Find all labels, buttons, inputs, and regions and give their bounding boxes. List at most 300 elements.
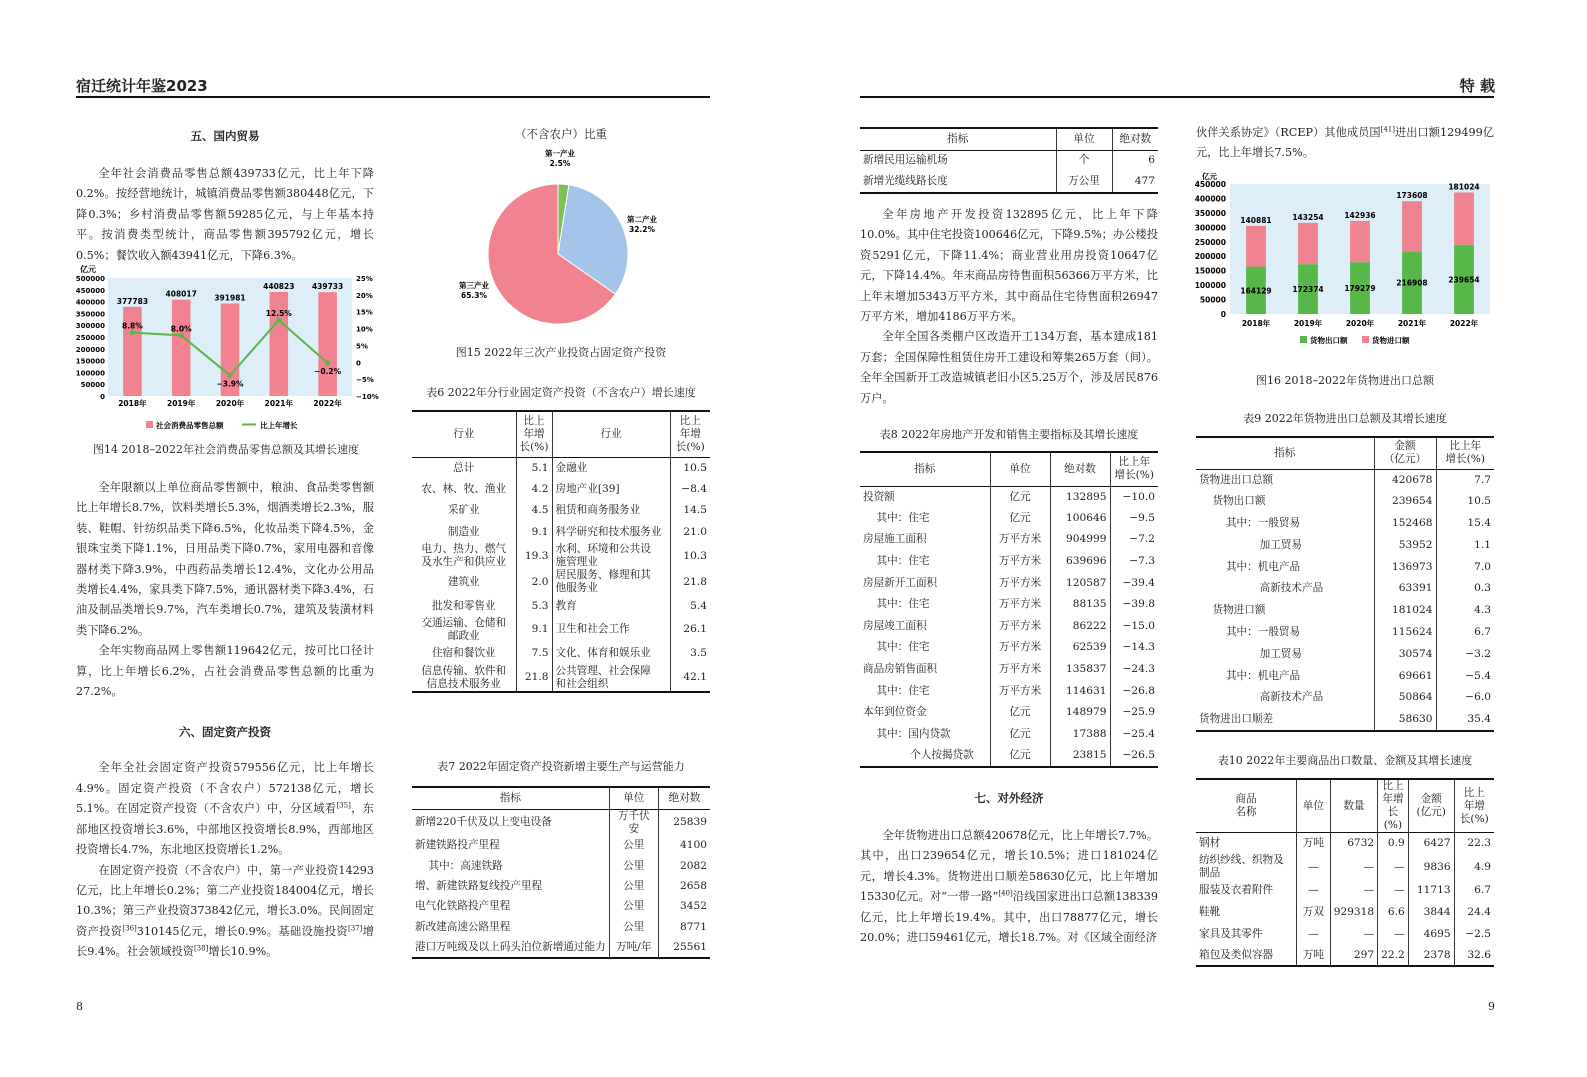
legend-label: 社会消费品零售总额 — [156, 421, 224, 430]
bar-value-label: 377783 — [116, 296, 149, 306]
bar-value-label: 391981 — [214, 293, 246, 303]
growth-label: −0.2% — [314, 366, 342, 376]
y-tick: 50000 — [1199, 295, 1226, 305]
column-header: 指标 — [860, 128, 1056, 150]
table-header-row — [1196, 779, 1494, 833]
table-cell: 纺织纱线、织物及制品 — [1196, 854, 1297, 880]
table-cell: −39.4 — [1122, 576, 1155, 589]
table-cell: 86222 — [1050, 616, 1110, 638]
table-row — [412, 595, 710, 617]
growth-label: −3.9% — [216, 379, 244, 389]
column-header: 指标 — [860, 452, 990, 486]
bar-import — [1350, 221, 1370, 262]
table-cell: 10.5 — [1467, 495, 1491, 508]
table-cell: 公里 — [609, 876, 658, 896]
table-cell: 477 — [1134, 175, 1155, 188]
table-cell: −8.4 — [681, 482, 707, 495]
paragraph: 在固定资产投资（不含农户）中，第一产业投资14293亿元，比上年增长0.2%；第二产业投资184004亿元，增长10.3%；第三产业投资373842亿元，增长3.0%。民间固定资产投资[36]310145亿元，增长0.9%。基础设施投资[37]增长9.4%。社会领域投资[38]增长10.9%。 — [76, 863, 374, 959]
y-tick-left: 500000 — [75, 275, 105, 283]
y-tick: 250000 — [1194, 237, 1226, 247]
page-number-right: 9 — [1488, 1000, 1495, 1013]
table-cell: 25839 — [673, 816, 707, 828]
legend-label: 比上年增长 — [260, 421, 298, 430]
table-cell: −39.8 — [1122, 598, 1155, 611]
table-cell: 万平方米 — [990, 616, 1050, 638]
table-row — [860, 572, 1158, 594]
table-cell: 货物进出口总额 — [1196, 469, 1374, 491]
table-cell: −25.9 — [1122, 706, 1155, 719]
table-cell: 929318 — [1330, 902, 1377, 924]
table6-title: 表6 2022年分行业固定资产投资（不含农户）增长速度 — [426, 386, 696, 399]
table-cell: 其中：一般贸易 — [1196, 513, 1374, 535]
table-cell: 房屋新开工面积 — [860, 572, 990, 594]
column-header: 指标 — [1196, 437, 1374, 469]
table-cell: 22.3 — [1467, 837, 1491, 850]
x-tick: 2019年 — [1293, 319, 1323, 328]
table-cell: 其中：机电产品 — [1196, 556, 1374, 578]
paragraph: 全年房地产开发投资132895亿元，比上年下降10.0%。其中住宅投资100646亿元，下降9.5%；办公楼投资5291亿元，下降11.4%；商业营业用房投资10647亿元，下降14.4%。年末商品房待售面积56366万平方米，比上年末增加5343万平方米，其中商品住宅待售面积26947万平方米，增加4186万平方米。 — [860, 208, 1158, 324]
legend — [1300, 335, 1410, 345]
import-value-label: 181024 — [1448, 182, 1480, 192]
table-cell: 万平方米 — [990, 572, 1050, 594]
column-header: 金额 (亿元) — [1408, 779, 1454, 833]
table-row — [1196, 945, 1494, 967]
table-cell: 10.3 — [683, 549, 707, 562]
table-row — [860, 616, 1158, 638]
y-tick: 150000 — [1194, 266, 1226, 276]
table-cell: 8771 — [680, 920, 707, 933]
legend-swatch — [146, 421, 153, 428]
table-cell: 135837 — [1050, 659, 1110, 681]
table7-title: 表7 2022年固定资产投资新增主要生产与运营能力 — [437, 760, 685, 773]
import-value-label: 173608 — [1396, 191, 1428, 201]
table-cell: 高新技术产品 — [1196, 687, 1374, 709]
table10 — [1196, 778, 1494, 967]
y-tick-right: 5% — [356, 342, 368, 351]
table-cell: 万公里 — [1056, 171, 1112, 192]
x-tick: 2020年 — [1345, 319, 1375, 328]
table-row — [1196, 469, 1494, 491]
column-header: 行业 — [412, 411, 516, 457]
table-cell: 万平方米 — [990, 680, 1050, 702]
column-header: 数量 — [1330, 779, 1377, 833]
table9 — [1196, 436, 1494, 732]
table7-continued — [860, 127, 1158, 194]
table-cell: −15.0 — [1122, 619, 1155, 632]
growth-point — [130, 330, 135, 335]
table-row — [1196, 687, 1494, 709]
table-row — [412, 917, 710, 937]
section-heading-foreign-trade: 七、对外经济 — [974, 791, 1044, 805]
table-cell: 23815 — [1050, 745, 1110, 767]
fig16-caption: 图16 2018–2022年货物进出口总额 — [1256, 374, 1434, 387]
table-cell: −14.3 — [1122, 641, 1155, 654]
table-cell: 亿元 — [990, 486, 1050, 508]
bar-import — [1246, 226, 1266, 267]
table-cell: 120587 — [1050, 572, 1110, 594]
growth-label: 12.5% — [265, 309, 292, 319]
table-row — [1196, 600, 1494, 622]
bar-import — [1454, 192, 1474, 244]
section-heading-trade: 五、国内贸易 — [190, 129, 260, 143]
y-tick: 0 — [1220, 310, 1226, 319]
table-cell: 租赁和商务服务业 — [552, 500, 670, 522]
legend-swatch — [1300, 336, 1307, 343]
table-cell: 其中：住宅 — [860, 594, 990, 616]
table-cell: 4.3 — [1474, 604, 1491, 617]
investment-pie-chart — [412, 142, 710, 338]
table-cell: 35.4 — [1467, 712, 1491, 725]
table-cell: 3.5 — [690, 647, 707, 660]
table-cell: 其中：高速铁路 — [412, 856, 609, 876]
table-cell: 6 — [1148, 154, 1155, 167]
table-cell: 电气化铁路投产里程 — [412, 897, 609, 917]
export-value-label: 172374 — [1292, 285, 1324, 295]
pie-value: 32.2% — [628, 225, 656, 234]
paragraph: 全年货物进出口总额420678亿元，比上年增长7.7%。其中，出口239654亿元，增长10.5%；进口181024亿元，增长4.3%。货物进出口顺差58630亿元，比上年增加15330亿元。对“一带一路”[40]沿线国家进出口总额138339亿元，比上年增长19.4%。其中，出口78877亿元，增长20.0%；进口59461亿元，增长18.7%。对《区域全面经济 — [860, 829, 1158, 945]
table-cell: 商品房销售面积 — [860, 659, 990, 681]
y-tick: 300000 — [1194, 223, 1226, 233]
table-cell: 639696 — [1050, 551, 1110, 573]
paragraph: 全年全社会固定资产投资579556亿元，比上年增长4.9%。固定资产投资（不含农户）572138亿元，增长5.1%。在固定资产投资（不含农户）中，分区域看[35]，东部地区投资增长3.6%，中部地区投资增长8.9%，西部地区投资增长4.7%，东北地区投资增长1.2%。 — [76, 761, 374, 857]
growth-label: 8.0% — [170, 324, 192, 334]
x-tick: 2019年 — [167, 399, 196, 408]
table-cell: 钢材 — [1196, 833, 1297, 855]
table-cell: 4.2 — [516, 479, 552, 501]
table-cell: 新改建高速公路里程 — [412, 917, 609, 937]
fig15-caption: 图15 2022年三次产业投资占固定资产投资 — [455, 346, 667, 359]
growth-point — [179, 333, 184, 338]
retail-sales-chart — [75, 262, 379, 432]
column-header: 单位 — [1297, 779, 1331, 833]
table-cell: 4.5 — [516, 500, 552, 522]
table-row — [1196, 491, 1494, 513]
table-cell: −24.3 — [1122, 663, 1155, 676]
table-row — [412, 856, 710, 876]
column-header: 金额 （亿元） — [1374, 437, 1436, 469]
growth-point — [276, 318, 281, 323]
table-row — [412, 937, 710, 957]
table8 — [860, 451, 1158, 768]
table-cell: 9.1 — [516, 617, 552, 643]
bar — [318, 292, 337, 396]
table-cell: 132895 — [1050, 486, 1110, 508]
table-row — [412, 543, 710, 569]
table-cell: 加工贸易 — [1196, 534, 1374, 556]
table-cell: 卫生和社会工作 — [552, 617, 670, 643]
table-cell: — — [1330, 880, 1377, 902]
table-cell: 箱包及类似容器 — [1196, 945, 1297, 967]
table-header-row — [412, 411, 710, 457]
table-cell: 2378 — [1408, 945, 1454, 967]
table-cell: — — [1378, 854, 1409, 880]
y-tick-left: 100000 — [75, 369, 105, 378]
table-cell: 63391 — [1374, 578, 1436, 600]
table-cell: 26.1 — [683, 623, 707, 636]
table-cell: 金融业 — [552, 457, 670, 479]
y-tick-left: 150000 — [75, 357, 105, 366]
table-cell: 本年到位资金 — [860, 702, 990, 724]
column-header: 绝对数 — [1050, 452, 1110, 486]
column-3 — [860, 205, 1158, 409]
table-cell: 公里 — [609, 897, 658, 917]
table-cell: 建筑业 — [412, 569, 516, 595]
table-row — [1196, 643, 1494, 665]
table-cell: 居民服务、修理和其 他服务业 — [552, 569, 670, 595]
yearbook-title: 宿迁统计年鉴2023 — [76, 77, 208, 95]
table-cell: 21.8 — [683, 575, 707, 588]
fig15-subtitle: （不含农户）比重 — [515, 127, 607, 141]
import-value-label: 142936 — [1344, 210, 1376, 220]
export-value-label: 216908 — [1396, 278, 1428, 288]
table-cell: 水利、环境和公共设 施管理业 — [552, 543, 670, 569]
export-value-label: 164129 — [1240, 286, 1272, 296]
table-cell: −3.2 — [1465, 647, 1491, 660]
export-value-label: 239654 — [1448, 275, 1480, 285]
table-cell: 万吨 — [1297, 833, 1331, 855]
legend — [146, 420, 298, 430]
y-tick-left: 200000 — [75, 345, 105, 354]
table-cell: 采矿业 — [412, 500, 516, 522]
table-cell: 家具及其零件 — [1196, 923, 1297, 945]
bar — [123, 307, 142, 396]
growth-label: 8.8% — [121, 321, 143, 331]
growth-point — [227, 373, 232, 378]
column-header: 比上 年增 长(%) — [1459, 786, 1489, 825]
table-row — [860, 171, 1158, 192]
column-1 — [76, 126, 374, 266]
table-cell: 7.7 — [1474, 473, 1491, 486]
table-row — [412, 643, 710, 665]
x-tick: 2022年 — [1449, 319, 1479, 328]
y-tick-right: −10% — [356, 393, 379, 401]
table-row — [1196, 534, 1494, 556]
x-tick: 2021年 — [264, 399, 293, 408]
table-row — [860, 594, 1158, 616]
table-cell: 24.4 — [1467, 905, 1491, 918]
table-cell: 新增光缆线路长度 — [860, 171, 1056, 192]
table-cell: 信息传输、软件和 信息技术服务业 — [412, 665, 516, 692]
paragraph: 伙伴关系协定》（RCEP）其他成员国[41]进出口额129499亿元，比上年增长7.5%。 — [1196, 125, 1494, 160]
table-cell: 115624 — [1374, 622, 1436, 644]
bar-import — [1298, 223, 1318, 264]
table-cell: 万平方米 — [990, 529, 1050, 551]
header-rule-right — [860, 96, 1494, 98]
table-cell: 万吨 — [1297, 945, 1331, 967]
table-cell: 批发和零售业 — [412, 595, 516, 617]
table7 — [412, 786, 710, 959]
column-header: 行业 — [552, 411, 670, 457]
paragraph: 全年全国各类棚户区改造开工134万套，基本建成181万套；全国保障性租赁住房开工建设和筹集265万套（间）。全年全国新开工改造城镇老旧小区5.25万个，涉及居民876万户。 — [860, 330, 1158, 405]
table-cell: −9.5 — [1129, 511, 1155, 524]
table-cell: 加工贸易 — [1196, 643, 1374, 665]
table-cell: −10.0 — [1122, 490, 1155, 503]
pie-label: 第一产业 — [545, 149, 575, 158]
table-cell: 53952 — [1374, 534, 1436, 556]
table-cell: 42.1 — [683, 671, 707, 684]
table-header-row — [412, 787, 710, 809]
table-row — [1196, 622, 1494, 644]
table-cell: 11713 — [1408, 880, 1454, 902]
table-cell: — — [1378, 923, 1409, 945]
table-cell: 297 — [1330, 945, 1377, 967]
table-cell: 科学研究和技术服务业 — [552, 522, 670, 544]
table-row — [860, 724, 1158, 746]
y-tick-left: 300000 — [75, 322, 105, 331]
table-row — [860, 508, 1158, 530]
bar-value-label: 440823 — [263, 281, 295, 291]
table-cell: 239654 — [1374, 491, 1436, 513]
pie-label: 第二产业 — [627, 215, 657, 224]
table-cell: 货物进出口顺差 — [1196, 709, 1374, 731]
y-tick-left: 50000 — [80, 381, 105, 390]
table-cell: 港口万吨级及以上码头泊位新增通过能力 — [412, 937, 609, 957]
table-cell: 个人按揭贷款 — [860, 745, 990, 767]
table-row — [1196, 902, 1494, 924]
y-tick-left: 0 — [100, 393, 105, 401]
table-cell: 亿元 — [990, 745, 1050, 767]
table-row — [412, 522, 710, 544]
table-cell: 21.0 — [683, 526, 707, 539]
table-cell: 万平方米 — [990, 594, 1050, 616]
y-tick-left: 250000 — [75, 334, 105, 342]
table-cell: 其中：住宅 — [860, 680, 990, 702]
table-cell: −6.0 — [1465, 691, 1491, 704]
table-header-row — [1196, 437, 1494, 469]
table-cell: 181024 — [1374, 600, 1436, 622]
x-tick: 2018年 — [118, 399, 147, 408]
table-row — [412, 836, 710, 856]
table-cell: 2.0 — [516, 569, 552, 595]
table-row — [412, 897, 710, 917]
table-cell: 高新技术产品 — [1196, 578, 1374, 600]
table-cell: 7.5 — [516, 643, 552, 665]
table-cell: — — [1330, 854, 1377, 880]
y-tick-left: 350000 — [75, 310, 105, 319]
table-cell: 亿元 — [990, 702, 1050, 724]
table-cell: 公共管理、社会保障 和社会组织 — [552, 665, 670, 692]
table-cell: 公里 — [609, 836, 658, 856]
table-cell: 32.6 — [1467, 948, 1491, 961]
table-cell: 50864 — [1374, 687, 1436, 709]
column-4 — [1196, 123, 1494, 164]
table10-title: 表10 2022年主要商品出口数量、金额及其增长速度 — [1217, 754, 1473, 767]
column-header: 比上年 增长(%) — [1114, 456, 1155, 482]
table9-title: 表9 2022年货物进出口总额及其增长速度 — [1243, 412, 1447, 425]
page-number-left: 8 — [76, 1000, 83, 1013]
table-cell: 2082 — [680, 859, 707, 872]
table-cell: 9.1 — [516, 522, 552, 544]
table-cell: 6.7 — [1474, 625, 1491, 638]
column-header: 指标 — [412, 787, 609, 809]
table-cell: 5.4 — [690, 599, 707, 612]
y-tick-right: 10% — [356, 325, 373, 334]
y-tick: 350000 — [1194, 208, 1226, 218]
bar-value-label: 408017 — [165, 289, 197, 299]
table-cell: 电力、热力、燃气 及水生产和供应业 — [412, 543, 516, 569]
table-cell: 其中：机电产品 — [1196, 665, 1374, 687]
table-cell: 公里 — [609, 856, 658, 876]
table-cell: 148979 — [1050, 702, 1110, 724]
table-cell: 25561 — [673, 940, 707, 953]
table-cell: — — [1378, 880, 1409, 902]
y-tick-right: 15% — [356, 308, 373, 317]
x-tick: 2018年 — [1241, 319, 1271, 328]
column-header: 单位 — [1056, 128, 1112, 150]
y-tick: 200000 — [1194, 252, 1226, 262]
table-cell: 4695 — [1408, 923, 1454, 945]
table-cell: 9836 — [1408, 854, 1454, 880]
table6 — [412, 410, 710, 693]
bar-import — [1402, 201, 1422, 251]
table-cell: 制造业 — [412, 522, 516, 544]
table-cell: 1.1 — [1474, 538, 1491, 551]
table-cell: 22.2 — [1378, 945, 1409, 967]
table-cell: 2658 — [680, 879, 707, 892]
table-cell: 3844 — [1408, 902, 1454, 924]
table-row — [860, 745, 1158, 767]
table-cell: 万平方米 — [990, 659, 1050, 681]
table-cell: — — [1297, 854, 1331, 880]
table-cell: 0.3 — [1474, 582, 1491, 595]
table-row — [860, 150, 1158, 171]
table-cell: 其中：住宅 — [860, 508, 990, 530]
table-cell: 房屋施工面积 — [860, 529, 990, 551]
column-header: 商品 名称 — [1196, 779, 1297, 833]
table-cell: 5.3 — [516, 595, 552, 617]
column-header: 比上 年增 长(%) — [516, 411, 552, 457]
y-tick-right: −5% — [356, 376, 374, 385]
table-cell: −7.2 — [1129, 533, 1155, 546]
paragraph: 全年实物商品网上零售额119642亿元，按可比口径计算，比上年增长6.2%，占社会消费品零售总额的比重为27.2%。 — [76, 644, 374, 699]
table-row — [860, 659, 1158, 681]
paragraph: 全年限额以上单位商品零售额中，粮油、食品类零售额比上年增长8.7%，饮料类增长5.3%，烟酒类增长2.3%，服装、鞋帽、针纺织品类下降6.5%，化妆品类下降4.5%，金银珠宝类下降1.1%，日用品类下降0.7%，家用电器和音像器材类下降3.9%，中西药品类增长12.4%，文化办公用品类增长4.4%，家具类下降7.5%，通讯器材类下降3.4%，石油及制品类增长9.7%，汽车类增长0.7%，建筑及装潢材料类下降6.2%。 — [76, 481, 374, 637]
legend-label: 货物出口额 — [1310, 336, 1348, 345]
table-row — [412, 500, 710, 522]
table-cell: 14.5 — [683, 504, 707, 517]
table-cell: 62539 — [1050, 637, 1110, 659]
table-cell: 个 — [1056, 150, 1112, 171]
y-tick-left: 450000 — [75, 286, 105, 295]
table-cell: 万平方米 — [990, 637, 1050, 659]
column-header: 比上年 增长(%) — [1445, 440, 1486, 466]
x-tick: 2020年 — [215, 399, 245, 408]
trade-stacked-bar-chart — [1196, 170, 1494, 350]
table-cell: 152468 — [1374, 513, 1436, 535]
y-tick-right: 20% — [356, 291, 373, 300]
table-cell: 增、新建铁路复线投产里程 — [412, 876, 609, 896]
table-row — [860, 702, 1158, 724]
y-tick-right: 0 — [356, 359, 361, 368]
table-cell: 136973 — [1374, 556, 1436, 578]
table-cell: — — [1297, 880, 1331, 902]
bar — [270, 292, 289, 396]
paragraph: 全年社会消费品零售总额439733亿元，比上年下降0.2%。按经营地统计，城镇消费品零售额380448亿元，下降0.3%；乡村消费品零售额59285亿元，与上年基本持平。按消费类型统计，商品零售额395792亿元，增长0.5%；餐饮收入额43941亿元，下降6.3%。 — [76, 167, 374, 262]
table-row — [1196, 854, 1494, 880]
y-tick: 100000 — [1194, 281, 1226, 291]
table-cell: 万平方米 — [990, 551, 1050, 573]
pie-value: 2.5% — [549, 159, 571, 168]
table-row — [412, 457, 710, 479]
column-header: 单位 — [609, 787, 658, 809]
legend-swatch — [1362, 336, 1369, 343]
table-cell: 交通运输、仓储和 邮政业 — [412, 617, 516, 643]
table-cell: 其中：国内贷款 — [860, 724, 990, 746]
table-row — [1196, 556, 1494, 578]
table-row — [860, 529, 1158, 551]
table-cell: 21.8 — [516, 665, 552, 692]
table-row — [1196, 578, 1494, 600]
